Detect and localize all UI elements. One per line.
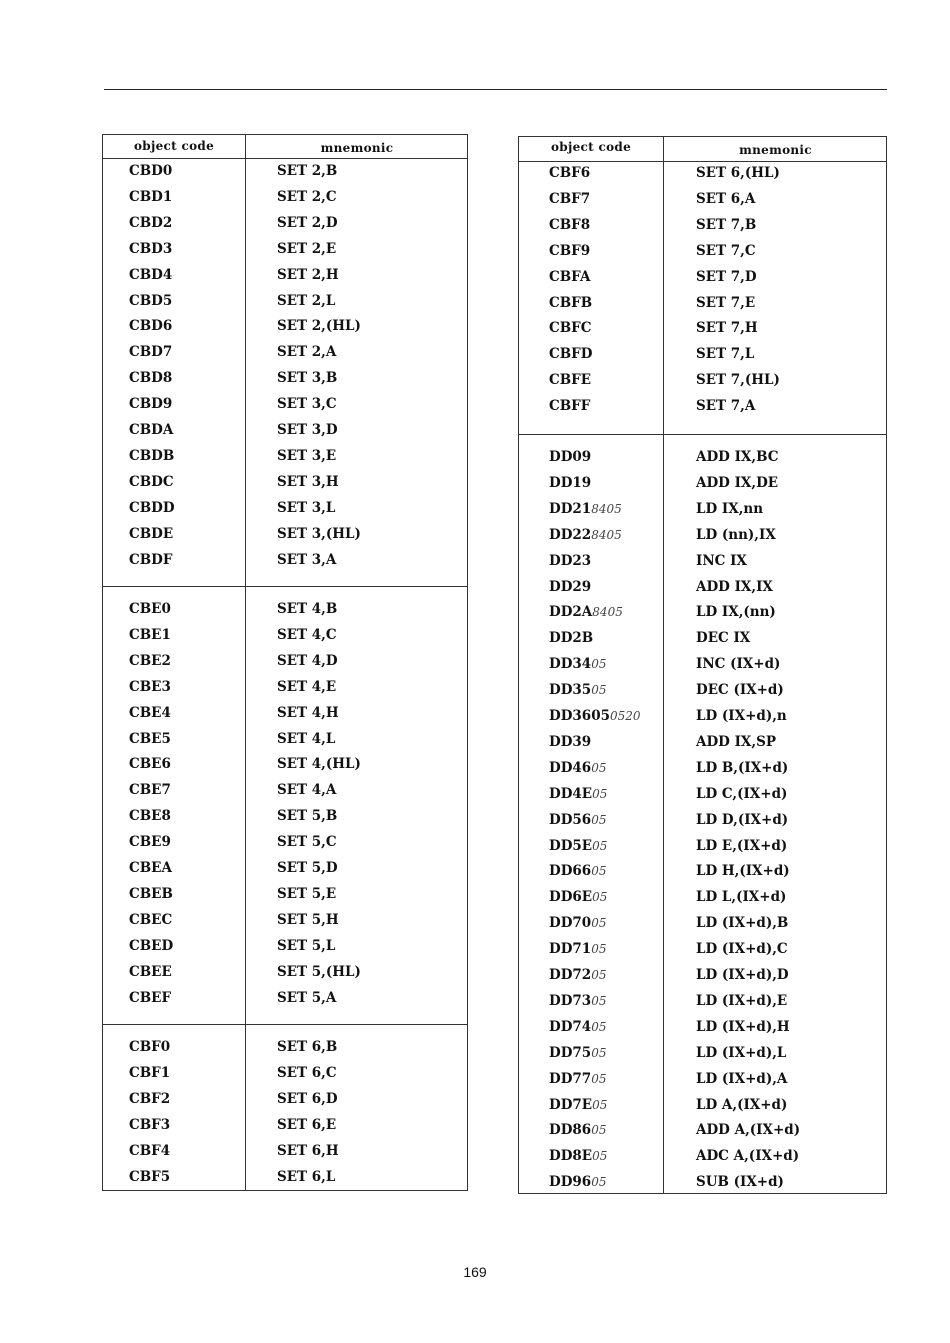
right-header-object-code: object code (550, 140, 632, 154)
mnemonic: SET 5,L (277, 937, 336, 954)
mnemonic: ADD IX,DE (696, 474, 779, 491)
mnemonic: LD A,(IX+d) (696, 1096, 788, 1113)
object-code: CBD1 (129, 188, 173, 205)
left-opcode-table (102, 134, 468, 1191)
handwritten-annotation: 05 (592, 890, 608, 905)
table-row (103, 185, 467, 209)
mnemonic: SET 5,E (277, 885, 337, 902)
mnemonic: SET 7,E (696, 294, 756, 311)
table-row (519, 265, 886, 289)
table-row (103, 752, 467, 776)
object-code: DD2A8405 (549, 604, 623, 621)
handwritten-annotation: 05 (591, 657, 607, 672)
object-code: CBDF (129, 551, 173, 568)
table-row (519, 937, 886, 961)
mnemonic: SET 7,H (696, 320, 758, 337)
handwritten-annotation: 05 (591, 1071, 607, 1086)
handwritten-annotation: 05 (591, 916, 607, 931)
object-code: CBD3 (129, 240, 173, 257)
mnemonic: SET 2,E (277, 240, 337, 257)
object-code: CBF8 (549, 216, 591, 233)
object-code: CBF3 (129, 1116, 171, 1133)
table-row (103, 804, 467, 828)
table-row (103, 1165, 467, 1189)
right-opcode-table (518, 136, 887, 1194)
object-code: DD7005 (549, 915, 607, 932)
mnemonic: SET 4,C (277, 626, 337, 643)
mnemonic: SET 4,H (277, 704, 339, 721)
mnemonic: SET 7,B (696, 216, 757, 233)
table-row (103, 986, 467, 1010)
mnemonic: INC (IX+d) (696, 656, 781, 673)
mnemonic: SET 4,E (277, 678, 337, 695)
mnemonic: LD (IX+d),B (696, 915, 789, 932)
table-row (519, 497, 886, 521)
table-row (103, 1113, 467, 1137)
table-row (103, 470, 467, 494)
table-row (103, 882, 467, 906)
mnemonic: LD (IX+d),L (696, 1044, 787, 1061)
table-row (519, 291, 886, 315)
mnemonic: SET 2,(HL) (277, 318, 361, 335)
object-code: DD6E05 (549, 889, 608, 906)
handwritten-annotation: 05 (591, 942, 607, 957)
mnemonic: SET 3,H (277, 473, 339, 490)
table-row (519, 859, 886, 883)
object-code: DD2B (549, 630, 594, 647)
object-code: CBDB (129, 447, 175, 464)
table-row (103, 649, 467, 673)
object-code: DD7305 (549, 992, 607, 1009)
mnemonic: LD L,(IX+d) (696, 889, 787, 906)
mnemonic: SET 4,D (277, 652, 338, 669)
table-row (103, 960, 467, 984)
object-code: CBEF (129, 989, 172, 1006)
object-code: DD29 (549, 578, 592, 595)
mnemonic: SET 3,D (277, 422, 338, 438)
handwritten-annotation: 05 (591, 1175, 607, 1190)
table-row (103, 263, 467, 287)
object-code: DD7E05 (549, 1096, 608, 1113)
mnemonic: LD B,(IX+d) (696, 759, 789, 776)
object-code: CBFE (549, 372, 592, 389)
object-code: DD7705 (549, 1070, 607, 1087)
object-code: CBE3 (129, 678, 171, 695)
mnemonic: LD (IX+d),H (696, 1018, 790, 1035)
mnemonic: ADC A,(IX+d) (696, 1148, 800, 1165)
mnemonic: SET 3,C (277, 396, 337, 413)
object-code: CBE2 (129, 652, 171, 669)
table-row (103, 623, 467, 647)
handwritten-annotation: 8405 (592, 605, 623, 620)
mnemonic: SET 3,L (277, 499, 336, 516)
table-row (519, 704, 886, 728)
mnemonic: SET 2,L (277, 292, 336, 309)
mnemonic: SET 7,(HL) (696, 372, 780, 389)
mnemonic: SET 7,C (696, 242, 756, 259)
table-row (519, 1067, 886, 1091)
table-row (519, 213, 886, 237)
object-code: DD36050520 (549, 708, 641, 724)
handwritten-annotation: 05 (591, 812, 607, 827)
object-code: CBE8 (129, 808, 171, 825)
handwritten-annotation: 05 (591, 968, 607, 982)
table-row (519, 445, 886, 469)
table-row (519, 600, 886, 624)
mnemonic: SET 6,(HL) (696, 165, 780, 181)
mnemonic: LD C,(IX+d) (696, 785, 788, 802)
table-row (519, 575, 886, 599)
handwritten-annotation: 05 (591, 1123, 607, 1138)
object-code: CBF7 (549, 190, 591, 207)
mnemonic: LD (IX+d),C (696, 941, 788, 958)
table-row (103, 522, 467, 546)
handwritten-annotation: 05 (591, 1045, 607, 1060)
object-code: CBF4 (129, 1142, 171, 1159)
object-code: CBEA (129, 860, 172, 876)
mnemonic: SET 5,H (277, 911, 339, 928)
handwritten-annotation: 8405 (591, 501, 622, 516)
table-row (519, 471, 886, 495)
table-row (103, 366, 467, 390)
table-row (519, 989, 886, 1013)
mnemonic: SET 2,H (277, 266, 339, 283)
mnemonic: SET 4,L (277, 730, 336, 747)
table-row (103, 211, 467, 235)
object-code: CBDD (129, 499, 175, 516)
table-row (103, 1139, 467, 1163)
object-code: CBE9 (129, 834, 171, 851)
object-code: DD8605 (549, 1122, 607, 1139)
table-row (519, 1118, 886, 1142)
table-row (519, 239, 886, 263)
table-row (103, 1035, 467, 1059)
table-row (103, 1087, 467, 1111)
mnemonic: DEC (IX+d) (696, 682, 784, 699)
mnemonic: SET 5,D (277, 860, 338, 876)
mnemonic: LD IX,(nn) (696, 604, 776, 621)
mnemonic: SET 6,B (277, 1039, 338, 1055)
table-row (519, 187, 886, 211)
object-code: CBEB (129, 885, 173, 902)
mnemonic: ADD IX,BC (696, 449, 779, 465)
table-row (519, 342, 886, 366)
object-code: DD7205 (549, 967, 607, 983)
object-code: CBF2 (129, 1090, 171, 1107)
object-code: DD4E05 (549, 785, 608, 802)
table-row (519, 911, 886, 935)
mnemonic: LD D,(IX+d) (696, 811, 789, 828)
object-code: DD9605 (549, 1174, 607, 1191)
mnemonic: SET 7,A (696, 398, 756, 415)
object-code: DD7405 (549, 1018, 607, 1035)
mnemonic: LD (nn),IX (696, 526, 776, 543)
object-code: DD39 (549, 733, 592, 750)
top-rule (104, 89, 887, 90)
table-row (103, 289, 467, 313)
table-row (519, 782, 886, 806)
handwritten-annotation: 05 (592, 786, 608, 801)
table-row (519, 368, 886, 392)
object-code: DD228405 (549, 526, 622, 543)
handwritten-annotation: 05 (592, 1097, 608, 1112)
table-row (519, 523, 886, 547)
table-row (519, 1093, 886, 1117)
handwritten-annotation: 05 (591, 864, 607, 879)
object-code: CBFB (549, 294, 593, 311)
object-code: CBF9 (549, 242, 591, 259)
handwritten-annotation: 05 (592, 1149, 608, 1164)
mnemonic: SET 7,D (696, 268, 757, 285)
left-header-mnemonic: mnemonic (320, 141, 394, 155)
table-row (519, 394, 886, 418)
mnemonic: SET 5,C (277, 834, 337, 851)
object-code: CBD2 (129, 214, 173, 231)
object-code: CBD5 (129, 292, 173, 309)
mnemonic: ADD A,(IX+d) (696, 1122, 801, 1139)
object-code: DD5605 (549, 811, 607, 828)
object-code: CBD9 (129, 396, 173, 413)
right-header-mnemonic: mnemonic (739, 143, 812, 157)
object-code: DD7105 (549, 941, 607, 958)
mnemonic: SET 6,E (277, 1116, 337, 1133)
table-row (519, 652, 886, 676)
table-row (519, 678, 886, 702)
table-row (103, 314, 467, 338)
table-row (519, 885, 886, 909)
mnemonic: SET 5,A (277, 989, 337, 1006)
object-code: CBD8 (129, 370, 173, 387)
table-row (103, 675, 467, 699)
table-row (519, 1041, 886, 1065)
mnemonic: SET 2,C (277, 188, 337, 205)
table-row (103, 908, 467, 932)
table-row (103, 778, 467, 802)
mnemonic: SET 4,B (277, 601, 338, 617)
mnemonic: SET 4,(HL) (277, 756, 361, 773)
table-row (103, 418, 467, 442)
mnemonic: DEC IX (696, 630, 751, 647)
handwritten-annotation: 05 (591, 760, 607, 775)
table-row (103, 856, 467, 880)
table-row (519, 1144, 886, 1168)
table-row (519, 316, 886, 340)
mnemonic: SET 6,L (277, 1168, 336, 1185)
object-code: CBE6 (129, 756, 171, 773)
table-row (519, 963, 886, 987)
mnemonic: SET 6,H (277, 1142, 339, 1159)
table-row (519, 1015, 886, 1039)
mnemonic: SET 4,A (277, 782, 337, 799)
mnemonic: SET 6,C (277, 1064, 337, 1081)
object-code: DD19 (549, 474, 592, 491)
object-code: DD3505 (549, 682, 607, 699)
mnemonic: LD (IX+d),n (696, 708, 787, 724)
object-code: CBDA (129, 422, 174, 438)
mnemonic: LD IX,nn (696, 500, 764, 517)
mnemonic: SET 2,A (277, 344, 337, 361)
object-code: CBF6 (549, 165, 591, 181)
object-code: DD8E05 (549, 1148, 608, 1165)
object-code: CBEC (129, 911, 173, 928)
table-row (103, 597, 467, 621)
object-code: CBD4 (129, 266, 173, 283)
object-code: CBD6 (129, 318, 173, 335)
table-row (103, 727, 467, 751)
table-row (519, 626, 886, 650)
object-code: CBDE (129, 525, 174, 542)
object-code: CBF0 (129, 1039, 171, 1055)
table-row (103, 701, 467, 725)
mnemonic: SET 6,A (696, 190, 756, 207)
object-code: CBDC (129, 473, 174, 490)
mnemonic: SET 6,D (277, 1090, 338, 1107)
handwritten-annotation: 05 (591, 1019, 607, 1034)
object-code: DD7505 (549, 1044, 607, 1061)
mnemonic: SET 5,B (277, 808, 338, 825)
handwritten-annotation: 05 (592, 838, 608, 853)
mnemonic: ADD IX,SP (696, 733, 776, 750)
mnemonic: SET 3,E (277, 447, 337, 464)
object-code: CBEE (129, 963, 172, 980)
table-row (103, 159, 467, 183)
table-row (519, 1170, 886, 1194)
object-code: DD3405 (549, 656, 607, 673)
mnemonic: SET 2,B (277, 163, 338, 179)
object-code: DD09 (549, 449, 592, 465)
mnemonic: SET 2,D (277, 214, 338, 231)
table-row (519, 730, 886, 754)
table-row (519, 756, 886, 780)
object-code: CBF5 (129, 1168, 171, 1185)
mnemonic: LD (IX+d),E (696, 992, 788, 1009)
table-row (103, 548, 467, 572)
mnemonic: LD H,(IX+d) (696, 863, 790, 880)
handwritten-annotation: 8405 (591, 527, 622, 542)
page-number: 169 (463, 1264, 487, 1280)
object-code: CBED (129, 937, 174, 954)
object-code: CBE5 (129, 730, 171, 747)
handwritten-annotation: 0520 (610, 709, 641, 723)
mnemonic: SUB (IX+d) (696, 1174, 784, 1191)
table-row (103, 934, 467, 958)
table-row (103, 496, 467, 520)
table-row (519, 834, 886, 858)
handwritten-annotation: 05 (591, 683, 607, 698)
table-row (519, 808, 886, 832)
mnemonic: INC IX (696, 552, 747, 569)
mnemonic: LD (IX+d),D (696, 967, 789, 983)
object-code: CBE1 (129, 626, 171, 643)
table-row (103, 392, 467, 416)
object-code: DD6605 (549, 863, 607, 880)
object-code: CBE7 (129, 782, 171, 799)
object-code: CBD7 (129, 344, 173, 361)
object-code: CBD0 (129, 163, 173, 179)
mnemonic: ADD IX,IX (696, 578, 773, 595)
mnemonic: SET 3,A (277, 551, 337, 568)
table-row (103, 340, 467, 364)
object-code: CBFD (549, 346, 593, 363)
mnemonic: SET 5,(HL) (277, 963, 361, 980)
left-header-object-code: object code (133, 139, 215, 153)
object-code: DD5E05 (549, 837, 608, 854)
object-code: CBE4 (129, 704, 171, 721)
mnemonic: SET 3,(HL) (277, 525, 361, 542)
table-row (103, 237, 467, 261)
table-row (103, 444, 467, 468)
mnemonic: SET 7,L (696, 346, 755, 363)
object-code: DD23 (549, 552, 592, 569)
table-row (103, 1061, 467, 1085)
object-code: CBF1 (129, 1064, 171, 1081)
handwritten-annotation: 05 (591, 993, 607, 1008)
table-row (519, 549, 886, 573)
mnemonic: SET 3,B (277, 370, 338, 387)
mnemonic: LD (IX+d),A (696, 1070, 788, 1087)
object-code: CBFA (549, 268, 591, 285)
mnemonic: LD E,(IX+d) (696, 837, 788, 854)
object-code: CBFC (549, 320, 592, 337)
object-code: CBE0 (129, 601, 171, 617)
object-code: DD218405 (549, 500, 622, 517)
table-row (103, 830, 467, 854)
object-code: DD4605 (549, 759, 607, 776)
object-code: CBFF (549, 398, 591, 415)
table-row (519, 161, 886, 185)
